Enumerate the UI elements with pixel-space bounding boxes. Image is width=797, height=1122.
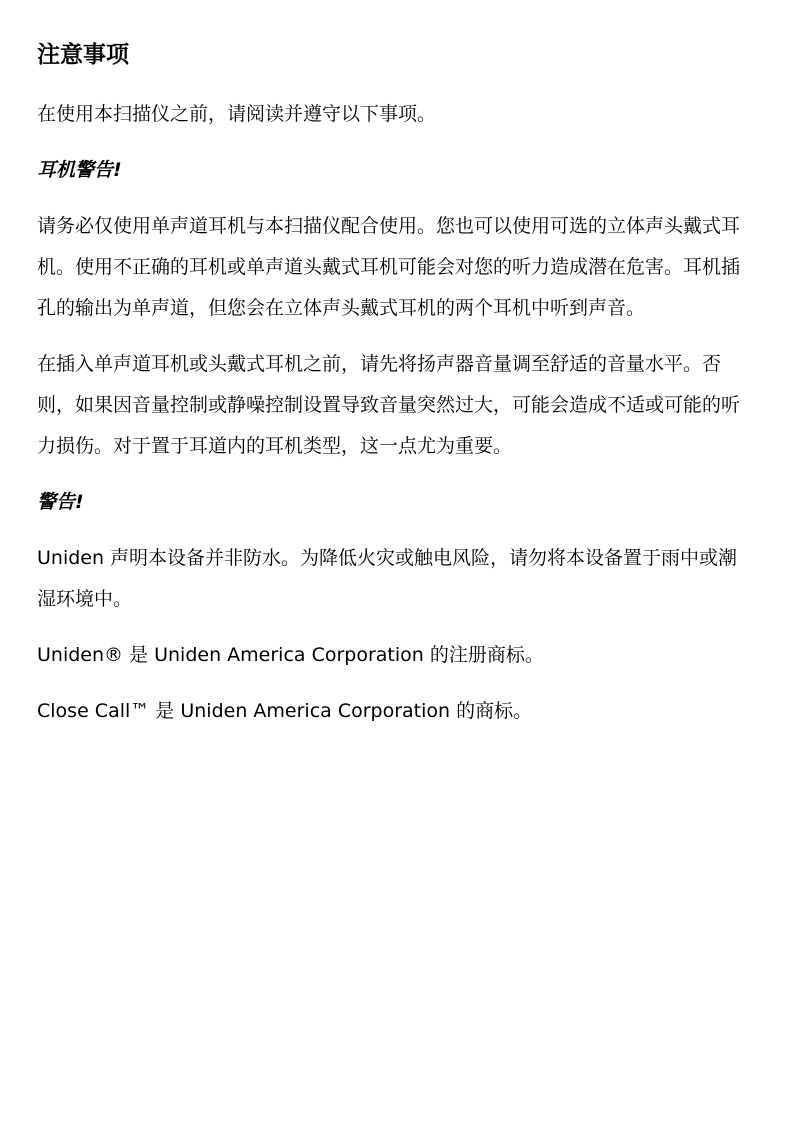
headphone-warning-paragraph-2: 在插入单声道耳机或头戴式耳机之前，请先将扬声器音量调至舒适的音量水平。否则，如果因音量控制或静噪控制设置导致音量突然过大，可能会造成不适或可能的听力损伤。对于置于耳道内的耳机类型，这一点尤为重要。 — [37, 353, 741, 457]
page-title: 注意事项 — [37, 42, 129, 68]
headphone-warning-paragraph-1: 请务必仅使用单声道耳机与本扫描仪配合使用。您也可以使用可选的立体声头戴式耳机。使用不正确的耳机或单声道头戴式耳机可能会对您的听力造成潜在危害。耳机插孔的输出为单声道，但您会在立体声头戴式耳机的两个耳机中听到声音。 — [37, 215, 741, 319]
document-page — [37, 36, 749, 747]
general-warning-paragraph: Uniden 声明本设备并非防水。为降低火灾或触电风险，请勿将本设备置于雨中或潮湿环境中。 — [37, 547, 738, 610]
trademark-uniden: Uniden® 是 Uniden America Corporation 的注册商标。 — [37, 644, 544, 666]
trademark-close-call: Close Call™ 是 Uniden America Corporation 的商标。 — [37, 700, 533, 722]
headphone-warning-heading: 耳机警告! — [37, 159, 122, 181]
general-warning-heading: 警告! — [37, 491, 84, 513]
intro-paragraph: 在使用本扫描仪之前，请阅读并遵守以下事项。 — [37, 103, 437, 125]
